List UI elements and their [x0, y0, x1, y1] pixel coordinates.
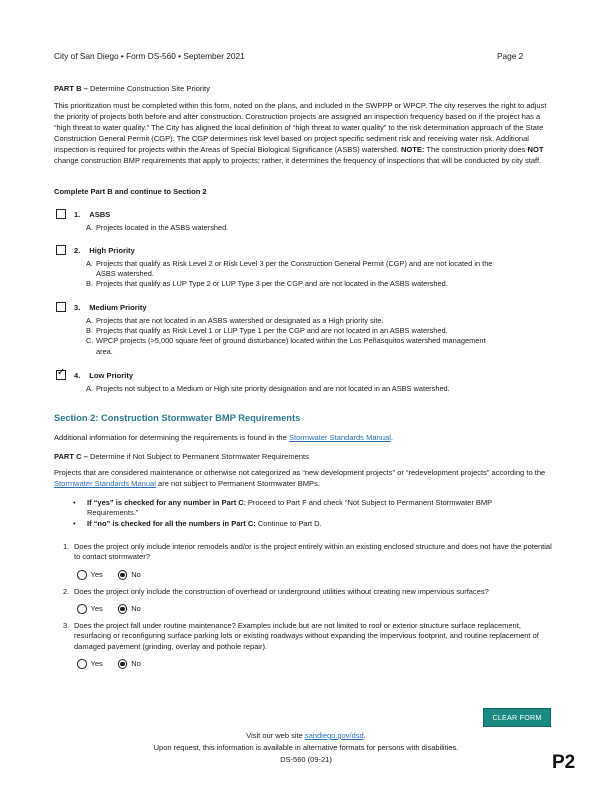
high-priority-subitems: [86, 259, 546, 290]
question-2-yes[interactable]: Yes: [77, 604, 103, 614]
section-2-info: Additional information for determining the requirements is found in the Stormwater Standards Manual.: [54, 433, 393, 442]
radio-button[interactable]: [77, 604, 87, 614]
clear-form-button[interactable]: CLEAR FORM: [483, 708, 551, 727]
question-1-yes[interactable]: Yes: [77, 570, 103, 580]
page-mark: P2: [552, 752, 576, 773]
list-item-continuation: ASBS watershed.: [96, 269, 154, 279]
list-item: B. Projects that qualify as Risk Level 1 or LUP Type 1 per the CGP and are not located in an ASBS watershed.: [86, 326, 448, 336]
bullet-no-instruction: • If “no” is checked for all the numbers in Part C: Continue to Part D.: [73, 518, 322, 528]
paragraph-text: This prioritization must be completed within this form, noted on the plans, and included in the SWPPP or WPCP. The city reserves the right to adjust the priority of projects both before and after construction. Construction projects are assigned an inspection frequency based on if the project has a “high threat to water quality.” The City has aligned the local definition of “high threat to water quality” to the risk determination approach of the State Construction General Permit (CGP). The CGP determines risk level based on project specific sediment risk and receiving water risk. Additional inspection is required for projects within the Areas of Special Biological Significance (ASBS) watershed.: [54, 101, 547, 155]
header-form-info: City of San Diego • Form DS-560 • September 2021: [54, 51, 245, 61]
list-item: C. WPCP projects (>5,000 square feet of ground disturbance) located within the Los Peñasquitos watershed management: [86, 336, 486, 346]
list-item-continuation: area.: [96, 346, 113, 356]
stormwater-manual-link[interactable]: Stormwater Standards Manual: [54, 478, 156, 488]
part-c-heading: [54, 451, 554, 462]
part-b-title: Determine Construction Site Priority: [89, 84, 210, 93]
high-priority-checkbox[interactable]: [56, 245, 66, 255]
radio-button[interactable]: [77, 570, 87, 580]
radio-button[interactable]: [118, 604, 128, 614]
question-2-no[interactable]: No: [118, 604, 141, 614]
part-c-title: Determine if Not Subject to Permanent Stormwater Requirements: [89, 452, 309, 461]
low-priority-checkbox[interactable]: [56, 370, 66, 380]
asbs-subitems: [86, 223, 546, 233]
option-label: Medium Priority: [89, 302, 147, 312]
part-b-heading: [54, 83, 554, 94]
part-c-intro: Projects that are considered maintenance or otherwise not categorized as “new development projects” or “redevelopment projects” according to the Stormwater Standards Manual are not subject to Permanent Stormwater BMPs.: [54, 468, 546, 488]
note-label: NOTE:: [400, 145, 425, 155]
question-1: 1. Does the project only include interior remodels and/or is the project entirely within an existing enclosed structure and does not have the potential to contact stormwater?: [63, 542, 552, 562]
list-item: A. Projects that qualify as Risk Level 2 or Risk Level 3 per the Construction General Permit (CGP) and are not located in the: [86, 259, 493, 268]
footer-website: Visit our web site sandiego.gov/dsd.: [246, 731, 366, 740]
part-b-label: PART B –: [54, 84, 88, 93]
part-c-label: PART C –: [54, 452, 88, 461]
question-1-radios: [77, 570, 156, 580]
medium-priority-checkbox[interactable]: [56, 302, 66, 312]
medium-priority-subitems: [86, 316, 546, 357]
radio-button[interactable]: [77, 659, 87, 669]
list-item: B. Projects that qualify as LUP Type 2 or LUP Type 3 per the CGP and are not located in the ASBS watershed.: [86, 279, 448, 289]
question-text: Does the project only include the construction of overhead or underground utilities without creating new impervious surfaces?: [74, 587, 489, 596]
question-text: Does the project only include interior remodels and/or is the project entirely within an existing enclosed structure and does not have the potential to contact stormwater?: [74, 542, 552, 562]
question-3-radios: [77, 659, 156, 669]
question-3: 3. Does the project fall under routine maintenance? Examples include but are not limited to roof or exterior structure surface replacement, resurfacing or reconfiguring surface parking lots or existing roadways without expanding the impervious footprint, and routine replacement of damaged pavement (grinding, overlay and pothole repair).: [63, 621, 553, 652]
radio-button[interactable]: [118, 659, 128, 669]
option-number: 1.: [74, 209, 81, 219]
option-number: 3.: [74, 302, 81, 312]
option-number: 4.: [74, 370, 81, 380]
option-label: ASBS: [89, 209, 111, 219]
note-text-2: change construction BMP requirements that apply to projects; rather, it determines the frequency of inspections that will be conducted by city staff.: [54, 156, 542, 166]
priority-option-high[interactable]: [56, 241, 135, 259]
question-2: 2. Does the project only include the construction of overhead or underground utilities without creating new impervious surfaces?: [63, 587, 553, 597]
footer-form-id: DS-560 (09-21): [280, 755, 332, 764]
question-3-yes[interactable]: Yes: [77, 659, 103, 669]
low-priority-subitems: [86, 384, 546, 394]
stormwater-manual-link[interactable]: Stormwater Standards Manual: [288, 433, 391, 442]
list-item: A. Projects that are not located in an ASBS watershed or designated as a High priority site.: [86, 316, 384, 325]
header-page-number: Page 2: [497, 51, 524, 61]
question-3-no[interactable]: No: [118, 659, 141, 669]
question-text: Does the project fall under routine maintenance? Examples include but are not limited to roof or exterior structure surface replacement, resurfacing or reconfiguring surface parking lots or existing roadways without expanding the impervious footprint, and routine replacement of damaged pavement (grinding, overlay and pothole repair).: [74, 621, 539, 651]
part-c-bullets: [73, 498, 543, 529]
bullet-yes-instruction: • If “yes” is checked for any number in Part C: Proceed to Part F and check “Not Subject to Permanent Stormwater BMP Requirements.”: [73, 498, 493, 518]
list-item: A. Projects not subject to a Medium or High site priority designation and are not located in an ASBS watershed.: [86, 384, 450, 393]
list-item: A. Projects located in the ASBS watershed.: [86, 223, 229, 232]
option-label: High Priority: [89, 245, 135, 255]
footer-accessibility: Upon request, this information is available in alternative formats for persons with disabilities.: [153, 743, 459, 752]
priority-option-medium[interactable]: [56, 298, 147, 316]
option-label: Low Priority: [89, 370, 134, 380]
question-2-radios: [77, 604, 156, 614]
section-2-title: Section 2: Construction Stormwater BMP Requirements: [54, 413, 301, 423]
website-link[interactable]: sandiego.gov/dsd: [304, 731, 364, 740]
note-not: NOT: [527, 145, 544, 155]
priority-option-low[interactable]: [56, 366, 133, 384]
complete-part-b-instruction: Complete Part B and continue to Section 2: [54, 187, 207, 196]
option-number: 2.: [74, 245, 81, 255]
part-b-paragraph: [54, 100, 554, 167]
radio-button[interactable]: [118, 570, 128, 580]
note-text-1: The construction priority does: [426, 145, 526, 155]
priority-option-asbs[interactable]: [56, 205, 110, 223]
asbs-checkbox[interactable]: [56, 209, 66, 219]
question-1-no[interactable]: No: [118, 570, 141, 580]
